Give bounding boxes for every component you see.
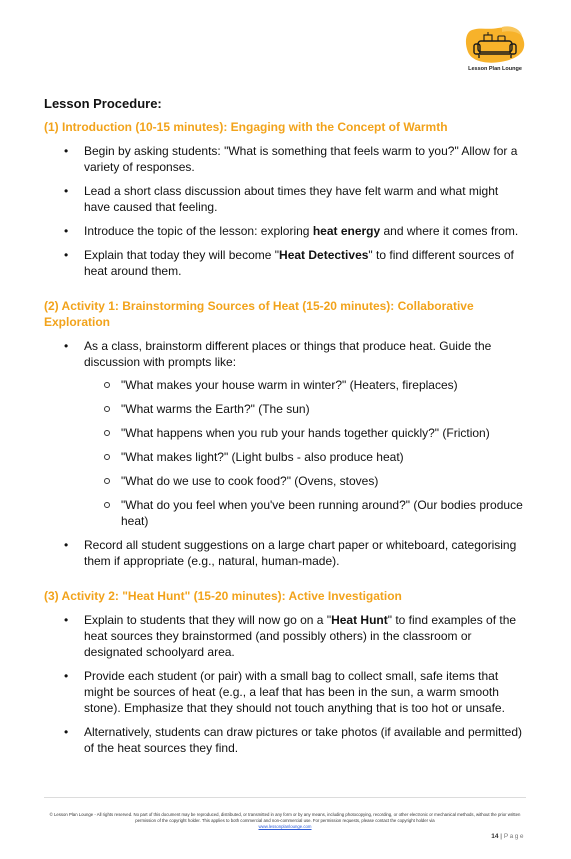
circle-bullet-icon — [104, 478, 110, 484]
list-item: • Begin by asking students: "What is something that feels warm to you?" Allow for a variety of responses. — [64, 144, 518, 174]
prompt-list — [84, 377, 526, 529]
circle-bullet-icon — [104, 454, 110, 460]
list-item: • Provide each student (or pair) with a small bag to collect small, safe items that might be sources of heat (e.g., a leaf that has been in the sun, a warm smooth stone). Emphasize that they should not touch anything that is too hot or unsafe. — [64, 669, 505, 715]
section-list — [44, 612, 526, 756]
list-item: • Introduce the topic of the lesson: exploring heat energy and where it comes from. — [64, 224, 519, 238]
logo-text: Lesson Plan Lounge — [468, 66, 522, 72]
page-title: Lesson Procedure: — [44, 96, 162, 111]
list-item: • Explain to students that they will now go on a "Heat Hunt" to find examples of the heat sources they brainstormed (and possibly others) in the classroom or designated schoolyard area. — [64, 613, 517, 659]
sub-list-item: "What happens when you rub your hands together quickly?" (Friction) — [84, 425, 526, 441]
sofa-logo-icon — [462, 24, 528, 66]
bullet-icon: • — [64, 669, 69, 683]
sub-list-item: "What makes your house warm in winter?" (Heaters, fireplaces) — [84, 377, 526, 393]
bullet-icon: • — [64, 144, 69, 158]
page-number: 14 | Page — [491, 833, 525, 840]
list-item: • Alternatively, students can draw pictures or take photos (if available and permitted) of the heat sources they find. — [64, 725, 522, 755]
circle-bullet-icon — [104, 382, 110, 388]
list-item: • As a class, brainstorm different places or things that produce heat. Guide the discussion with prompts like: "What makes your house warm in winter?" (Heaters, fireplaces) "What warms the Earth?" (The sun) "What happens when you rub your hands together quickly?" (Friction) "What makes light?" (Light bulbs - also produce heat) "What do we use to cook food?" (Ovens, stoves) "What do you feel when you've been running around?" (Our bodies produce heat) — [44, 338, 526, 529]
bullet-icon: • — [64, 538, 69, 552]
sub-list-item: "What do you feel when you've been running around?" (Our bodies produce heat) — [84, 497, 526, 529]
bullet-icon: • — [64, 184, 69, 198]
section-heading-activity-2: (3) Activity 2: "Heat Hunt" (15-20 minutes): Active Investigation — [44, 589, 402, 603]
section-heading-activity-1: (2) Activity 1: Brainstorming Sources of Heat (15-20 minutes): Collaborative Exploration — [44, 299, 474, 329]
list-item: • Explain that today they will become "Heat Detectives" to find different sources of heat around them. — [64, 248, 514, 278]
lesson-procedure — [44, 96, 526, 764]
footer-divider — [44, 797, 526, 798]
list-item: • Record all student suggestions on a large chart paper or whiteboard, categorising them if appropriate (e.g., natural, human-made). — [64, 538, 517, 568]
section-list — [44, 338, 526, 569]
footer-copyright: © Lesson Plan Lounge - All rights reserved. No part of this document may be reproduced, distributed, or transmitted in any form or by any means, including photocopying, recording, or other electronic or mechanical methods, without the prior written permission of the copyright holder. This applies to both commercial and non-commercial use. For permission requests, please contact the copyright holder via www.lessonplanlounge.com — [49, 812, 521, 829]
bullet-icon: • — [64, 725, 69, 739]
list-item: • Lead a short class discussion about times they have felt warm and what might have caused that feeling. — [64, 184, 499, 214]
circle-bullet-icon — [104, 406, 110, 412]
circle-bullet-icon — [104, 430, 110, 436]
bullet-icon: • — [64, 224, 69, 238]
section-list — [44, 143, 526, 279]
lesson-plan-lounge-logo — [462, 24, 528, 76]
sub-list-item: "What warms the Earth?" (The sun) — [84, 401, 526, 417]
section-heading-introduction: (1) Introduction (10-15 minutes): Engaging with the Concept of Warmth — [44, 120, 448, 134]
circle-bullet-icon — [104, 502, 110, 508]
sub-list-item: "What do we use to cook food?" (Ovens, stoves) — [84, 473, 526, 489]
bullet-icon: • — [64, 248, 69, 262]
footer-website-link[interactable]: www.lessonplanlounge.com — [258, 824, 312, 829]
bullet-icon: • — [64, 613, 69, 627]
bullet-icon: • — [64, 339, 69, 353]
sub-list-item: "What makes light?" (Light bulbs - also produce heat) — [84, 449, 526, 465]
